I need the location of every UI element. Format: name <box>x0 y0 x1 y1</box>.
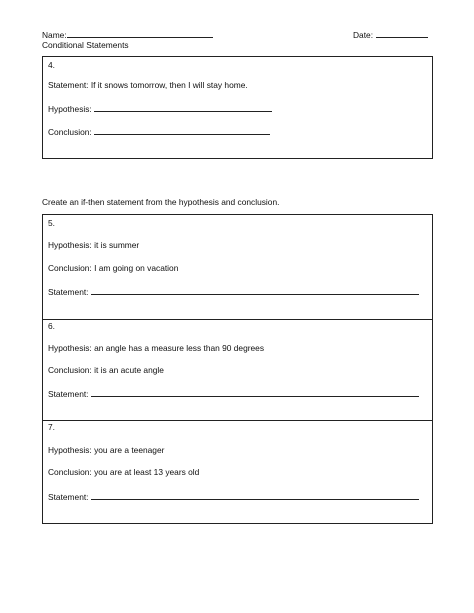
problem-7-hypothesis: Hypothesis: you are a teenager <box>48 445 165 455</box>
problem-5-statement-blank[interactable] <box>91 285 419 295</box>
instructions: Create an if-then statement from the hypothesis and conclusion. <box>42 197 280 207</box>
problem-7-conclusion: Conclusion: you are at least 13 years old <box>48 467 200 477</box>
problem-6-statement-row <box>48 387 419 399</box>
problem-6-statement-label: Statement: <box>48 389 89 399</box>
problem-4-hypothesis-blank[interactable] <box>94 102 272 112</box>
problem-5-statement-row <box>48 285 419 297</box>
problem-5-statement-label: Statement: <box>48 287 89 297</box>
name-blank[interactable] <box>67 28 213 38</box>
problem-7-statement-row <box>48 490 419 502</box>
problem-6-statement-blank[interactable] <box>91 387 419 397</box>
problem-4-hypothesis-label: Hypothesis: <box>48 104 92 114</box>
problems-box <box>42 214 433 524</box>
problem-4-conclusion-label: Conclusion: <box>48 127 92 137</box>
name-label: Name: <box>42 30 67 40</box>
problem-4-number: 4. <box>48 60 55 70</box>
problem-4-statement: Statement: If it snows tomorrow, then I will stay home. <box>48 80 248 90</box>
date-blank[interactable] <box>376 28 428 38</box>
problem-4-hypothesis-row <box>48 102 272 114</box>
problem-7-number: 7. <box>48 422 55 432</box>
problem-5-number: 5. <box>48 218 55 228</box>
problem-6-number: 6. <box>48 321 55 331</box>
problem-7-statement-blank[interactable] <box>91 490 419 500</box>
date-row <box>353 28 428 40</box>
problem-6-hypothesis: Hypothesis: an angle has a measure less than 90 degrees <box>48 343 265 353</box>
problem-4-conclusion-row <box>48 125 270 137</box>
problem-5-hypothesis: Hypothesis: it is summer <box>48 240 140 250</box>
problem-6-conclusion: Conclusion: it is an acute angle <box>48 365 164 375</box>
problem-divider <box>43 420 432 421</box>
problem-5-conclusion: Conclusion: I am going on vacation <box>48 263 179 273</box>
problem-4-conclusion-blank[interactable] <box>94 125 270 135</box>
worksheet-subtitle: Conditional Statements <box>42 40 129 50</box>
name-row <box>42 28 213 40</box>
problem-4-box <box>42 56 433 159</box>
problem-7-statement-label: Statement: <box>48 492 89 502</box>
date-label: Date: <box>353 30 374 40</box>
problem-divider <box>43 319 432 320</box>
